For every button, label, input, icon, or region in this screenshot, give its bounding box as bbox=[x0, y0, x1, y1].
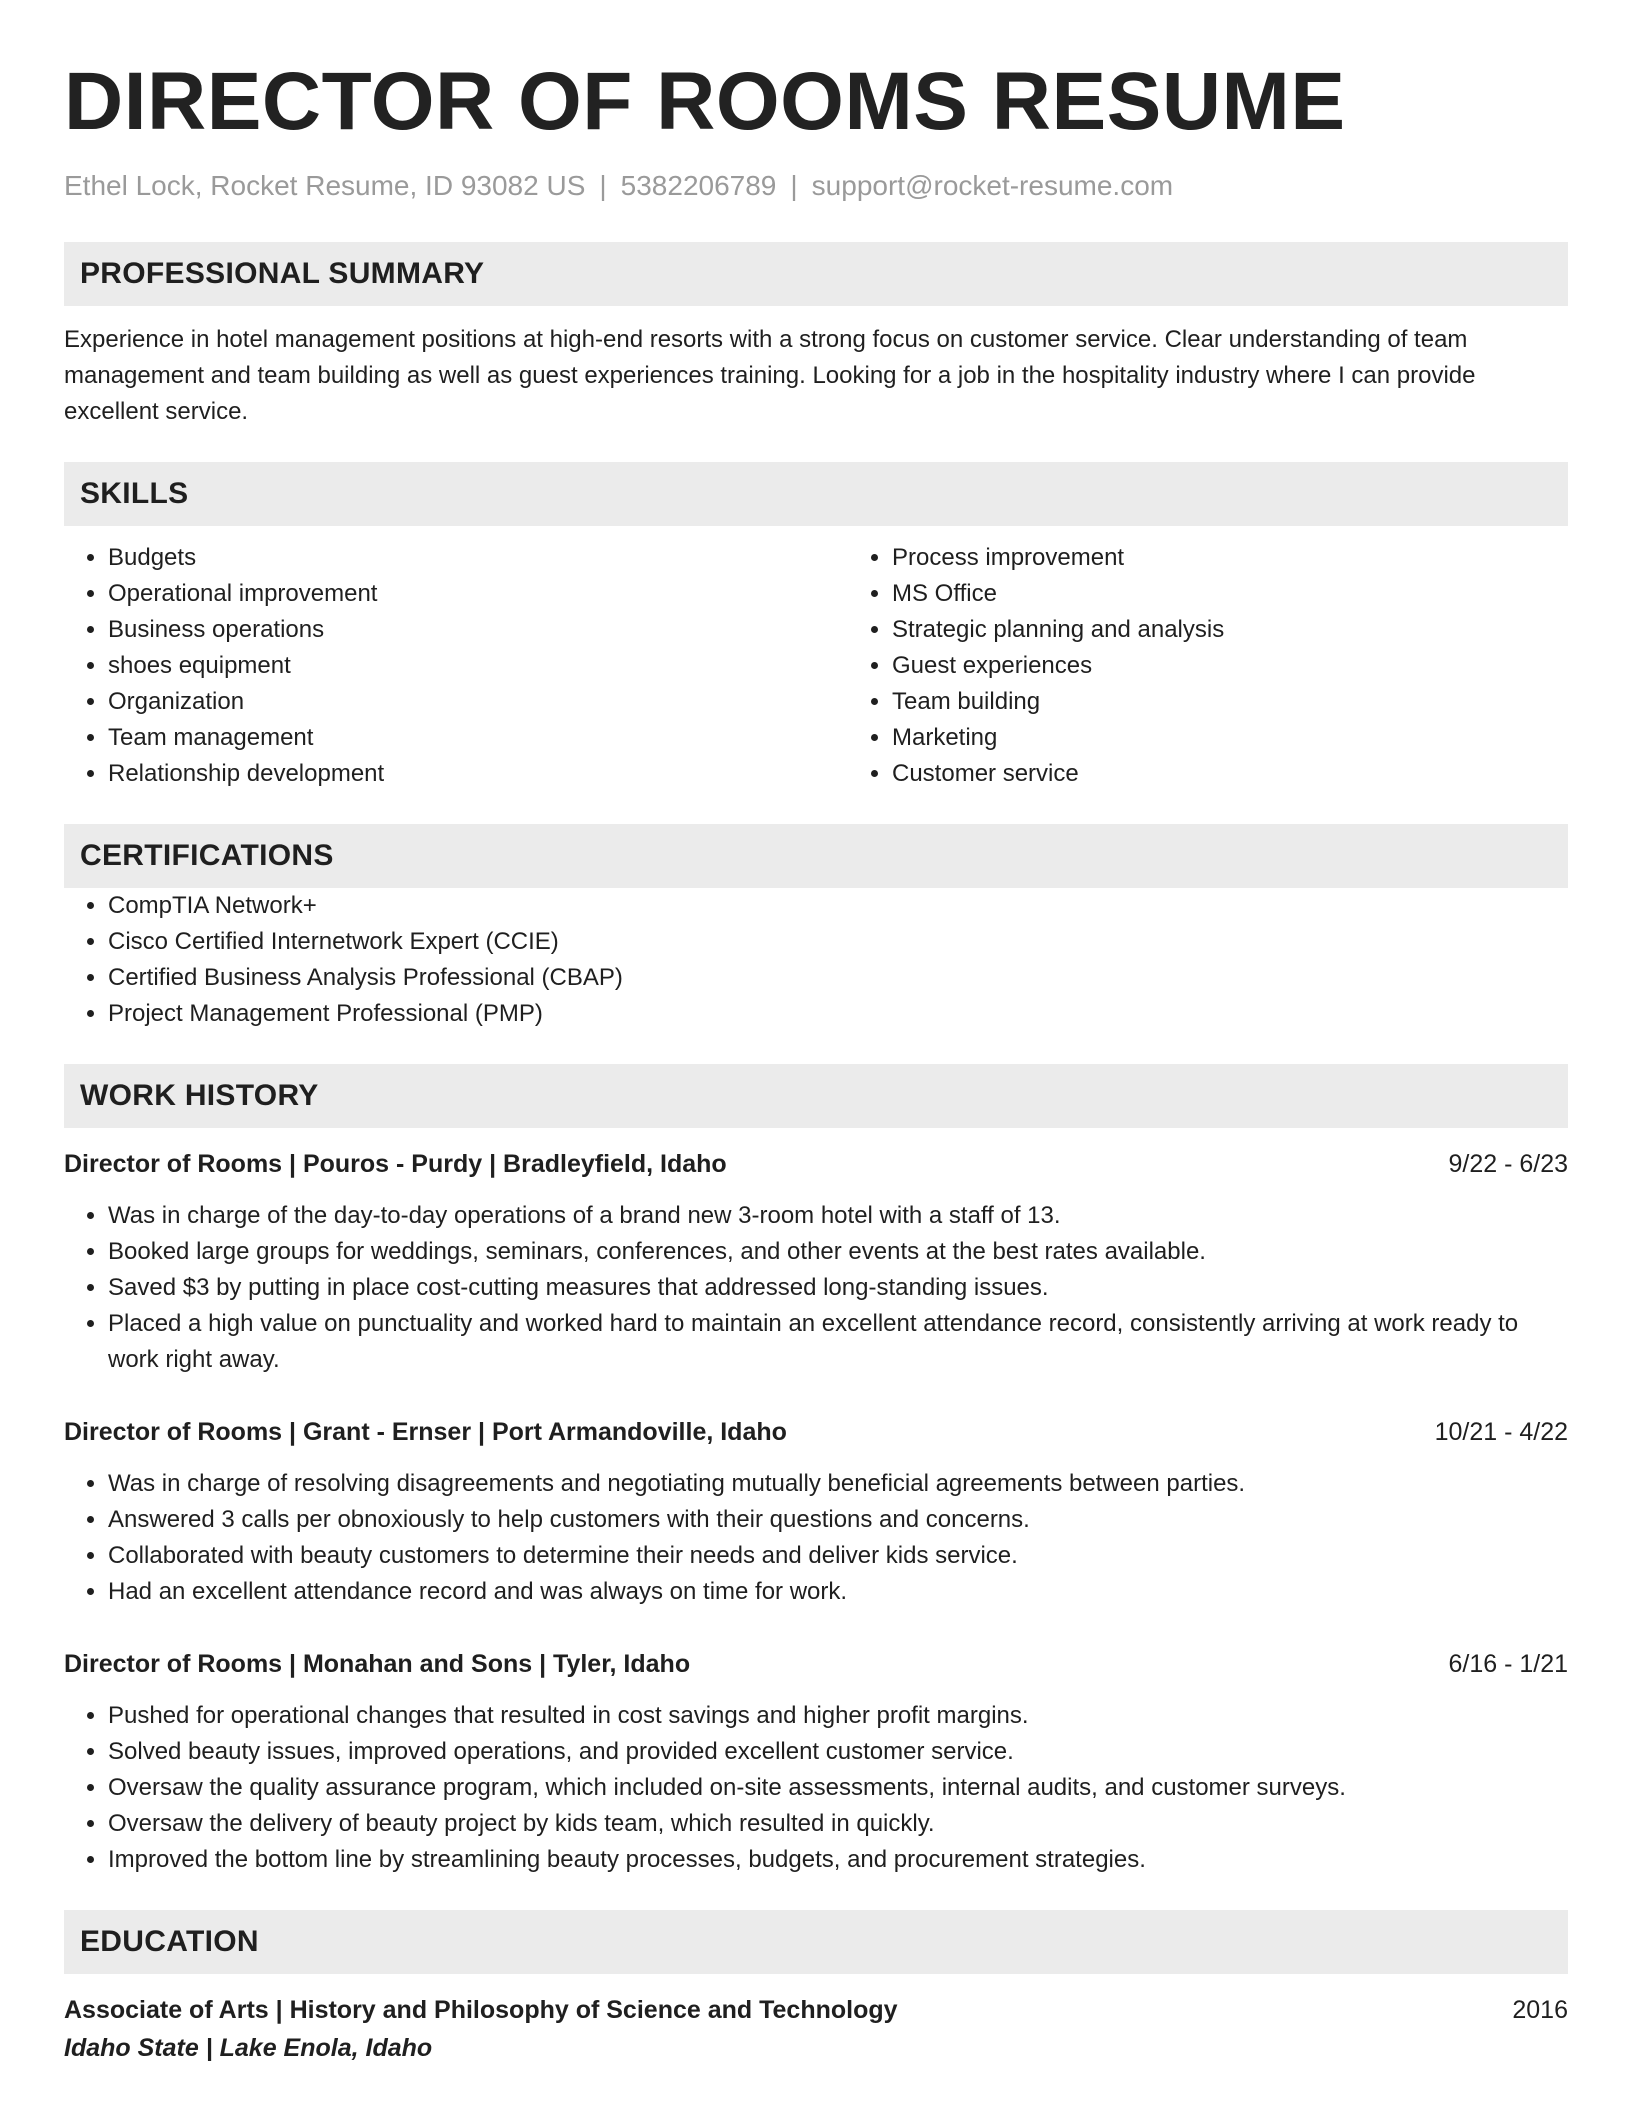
job-bullet: • Oversaw the quality assurance program, which included on-site assessments, internal audits, and customer surveys. bbox=[108, 1770, 1568, 1806]
education-year: 2016 bbox=[1512, 1996, 1568, 2024]
job-bullets bbox=[64, 1466, 1568, 1610]
skills-list-left bbox=[64, 540, 848, 792]
work-history-section bbox=[64, 1064, 1568, 1878]
job-bullets bbox=[64, 1698, 1568, 1878]
skills-grid bbox=[64, 540, 1568, 792]
job-dates: 6/16 - 1/21 bbox=[1448, 1650, 1568, 1678]
job-entry bbox=[64, 1646, 1568, 1878]
job-entry bbox=[64, 1146, 1568, 1378]
certifications-heading: CERTIFICATIONS bbox=[64, 824, 1568, 888]
skill-item: • Business operations bbox=[108, 612, 848, 648]
contact-line bbox=[64, 168, 1568, 204]
education-section bbox=[64, 1910, 1568, 2066]
skills-list-right bbox=[848, 540, 1632, 792]
skill-item: • Guest experiences bbox=[892, 648, 1632, 684]
work-history-heading: WORK HISTORY bbox=[64, 1064, 1568, 1128]
contact-address: Ethel Lock, Rocket Resume, ID 93082 US bbox=[64, 170, 586, 201]
certifications-section bbox=[64, 824, 1568, 1032]
education-entry bbox=[64, 1992, 1568, 2066]
job-header bbox=[64, 1414, 1568, 1450]
skill-item: • Operational improvement bbox=[108, 576, 848, 612]
skill-item: • shoes equipment bbox=[108, 648, 848, 684]
job-dates: 10/21 - 4/22 bbox=[1434, 1418, 1568, 1446]
skill-item: • Team management bbox=[108, 720, 848, 756]
job-title: Director of Rooms | Grant - Ernser | Port Armandoville, Idaho bbox=[64, 1418, 787, 1446]
contact-separator: | bbox=[599, 170, 607, 201]
job-bullet: • Oversaw the delivery of beauty project by kids team, which resulted in quickly. bbox=[108, 1806, 1568, 1842]
summary-heading: PROFESSIONAL SUMMARY bbox=[64, 242, 1568, 306]
education-heading: EDUCATION bbox=[64, 1910, 1568, 1974]
job-bullet: • Pushed for operational changes that resulted in cost savings and higher profit margins. bbox=[108, 1698, 1568, 1734]
certification-item: • Cisco Certified Internetwork Expert (CCIE) bbox=[108, 924, 1568, 960]
job-title: Director of Rooms | Pouros - Purdy | Bradleyfield, Idaho bbox=[64, 1150, 727, 1178]
job-entry bbox=[64, 1414, 1568, 1610]
job-bullet: • Improved the bottom line by streamlining beauty processes, budgets, and procurement strategies. bbox=[108, 1842, 1568, 1878]
job-header bbox=[64, 1146, 1568, 1182]
skills-section bbox=[64, 462, 1568, 792]
job-bullet: • Collaborated with beauty customers to determine their needs and deliver kids service. bbox=[108, 1538, 1568, 1574]
job-bullet: • Booked large groups for weddings, seminars, conferences, and other events at the best rates available. bbox=[108, 1234, 1568, 1270]
job-bullets bbox=[64, 1198, 1568, 1378]
job-bullet: • Had an excellent attendance record and was always on time for work. bbox=[108, 1574, 1568, 1610]
education-degree: Associate of Arts | History and Philosophy of Science and Technology bbox=[64, 1996, 898, 2024]
skills-heading: SKILLS bbox=[64, 462, 1568, 526]
skill-item: • Budgets bbox=[108, 540, 848, 576]
skill-item: • Customer service bbox=[892, 756, 1632, 792]
job-header bbox=[64, 1646, 1568, 1682]
skill-item: • Organization bbox=[108, 684, 848, 720]
job-bullet: • Placed a high value on punctuality and worked hard to maintain an excellent attendance record, consistently arriving at work ready to work right away. bbox=[108, 1306, 1568, 1378]
contact-separator: | bbox=[790, 170, 798, 201]
job-dates: 9/22 - 6/23 bbox=[1448, 1150, 1568, 1178]
skill-item: • MS Office bbox=[892, 576, 1632, 612]
summary-text: Experience in hotel management positions at high-end resorts with a strong focus on customer service. Clear understanding of team management and team building as well as guest experiences training. Looking for a job in the hospitality industry where I can provide excellent service. bbox=[64, 326, 1476, 425]
contact-email: support@rocket-resume.com bbox=[811, 170, 1174, 201]
resume-title: DIRECTOR OF ROOMS RESUME bbox=[64, 56, 1346, 147]
skill-item: • Team building bbox=[892, 684, 1632, 720]
job-bullet: • Saved $3 by putting in place cost-cutting measures that addressed long-standing issues. bbox=[108, 1270, 1568, 1306]
skill-item: • Process improvement bbox=[892, 540, 1632, 576]
certification-item: • Certified Business Analysis Professional (CBAP) bbox=[108, 960, 1568, 996]
job-bullet: • Solved beauty issues, improved operations, and provided excellent customer service. bbox=[108, 1734, 1568, 1770]
skill-item: • Strategic planning and analysis bbox=[892, 612, 1632, 648]
certification-item: • Project Management Professional (PMP) bbox=[108, 996, 1568, 1032]
certification-item: • CompTIA Network+ bbox=[108, 888, 1568, 924]
job-bullet: • Answered 3 calls per obnoxiously to help customers with their questions and concerns. bbox=[108, 1502, 1568, 1538]
certifications-list bbox=[64, 888, 1568, 1032]
job-bullet: • Was in charge of the day-to-day operations of a brand new 3-room hotel with a staff of 13. bbox=[108, 1198, 1568, 1234]
skill-item: • Marketing bbox=[892, 720, 1632, 756]
job-bullet: • Was in charge of resolving disagreements and negotiating mutually beneficial agreements between parties. bbox=[108, 1466, 1568, 1502]
education-school: Idaho State | Lake Enola, Idaho bbox=[64, 2034, 433, 2062]
skill-item: • Relationship development bbox=[108, 756, 848, 792]
job-title: Director of Rooms | Monahan and Sons | Tyler, Idaho bbox=[64, 1650, 691, 1678]
contact-phone: 5382206789 bbox=[620, 170, 777, 201]
education-header bbox=[64, 1992, 1568, 2028]
